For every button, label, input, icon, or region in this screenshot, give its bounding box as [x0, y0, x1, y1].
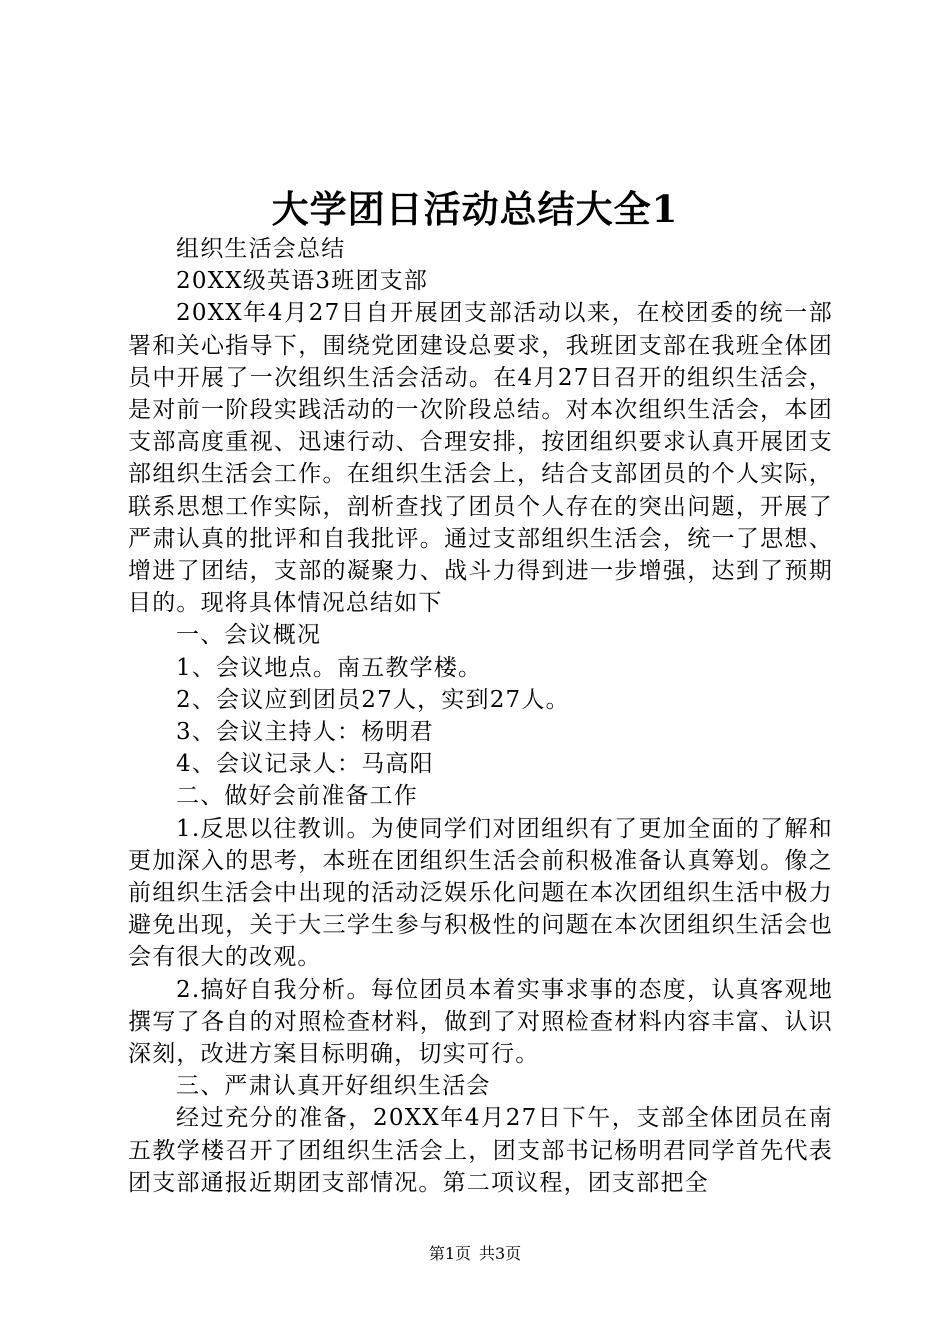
section-heading-2: 二、做好会前准备工作 — [176, 783, 418, 810]
document-body — [128, 233, 833, 1199]
subtitle-line: 组织生活会总结 — [176, 236, 346, 262]
intro-paragraph: 20XX年4月27日自开展团支部活动以来，在校团委的统一部署和关心指导下，围绕党团建设总要求，我班团支部在我班全体团员中开展了一次组织生活会活动。在4月27日召开的组织生活会，是对前一阶段实践活动的一次阶段总结。对本次组织生活会，本团支部高度重视、迅速行动、合理安排，按团组织要求认真开展团支部组织生活会工作。在组织生活会上，结合支部团员的个人实际，联系思想工作实际，剖析查找了团员个人存在的突出问题，开展了严肃认真的批评和自我批评。通过支部组织生活会，统一了思想、增进了团结，支部的凝聚力、战斗力得到进一步增强，达到了预期目的。现将具体情况总结如下 — [128, 300, 833, 617]
page-total: 共3页 — [479, 1244, 522, 1263]
meeting-location-item: 1、会议地点。南五教学楼。 — [176, 654, 483, 681]
page-footer — [0, 1242, 950, 1266]
organization-line: 20XX级英语3班团支部 — [176, 268, 429, 295]
meeting-host-item: 3、会议主持人：杨明君 — [176, 719, 434, 746]
meeting-attendance-item: 2、会议应到团员27人，实到27人。 — [176, 686, 570, 713]
document-title: 大学团日活动总结大全1 — [271, 187, 679, 231]
section-heading-3: 三、严肃认真开好组织生活会 — [176, 1073, 491, 1100]
section-heading-1: 一、会议概况 — [176, 622, 322, 649]
meeting-paragraph: 经过充分的准备，20XX年4月27日下午，支部全体团员在南五教学楼召开了团组织生活会上，团支部书记杨明君同学首先代表团支部通报近期团支部情况。第二项议程，团支部把全 — [128, 1105, 833, 1196]
page-number: 第1页 — [428, 1244, 471, 1263]
preparation-paragraph-1: 1.反思以往教训。为使同学们对团组织有了更加全面的了解和更加深入的思考，本班在团组织生活会前积极准备认真筹划。像之前组织生活会中出现的活动泛娱乐化问题在本次团组织生活中极力避免出现，关于大三学生参与积极性的问题在本次团组织生活会也会有很大的改观。 — [128, 815, 833, 971]
preparation-paragraph-2: 2.搞好自我分析。每位团员本着实事求事的态度，认真客观地撰写了各自的对照检查材料，做到了对照检查材料内容丰富、认识深刻，改进方案目标明确，切实可行。 — [128, 976, 833, 1068]
meeting-recorder-item: 4、会议记录人：马高阳 — [176, 751, 434, 778]
